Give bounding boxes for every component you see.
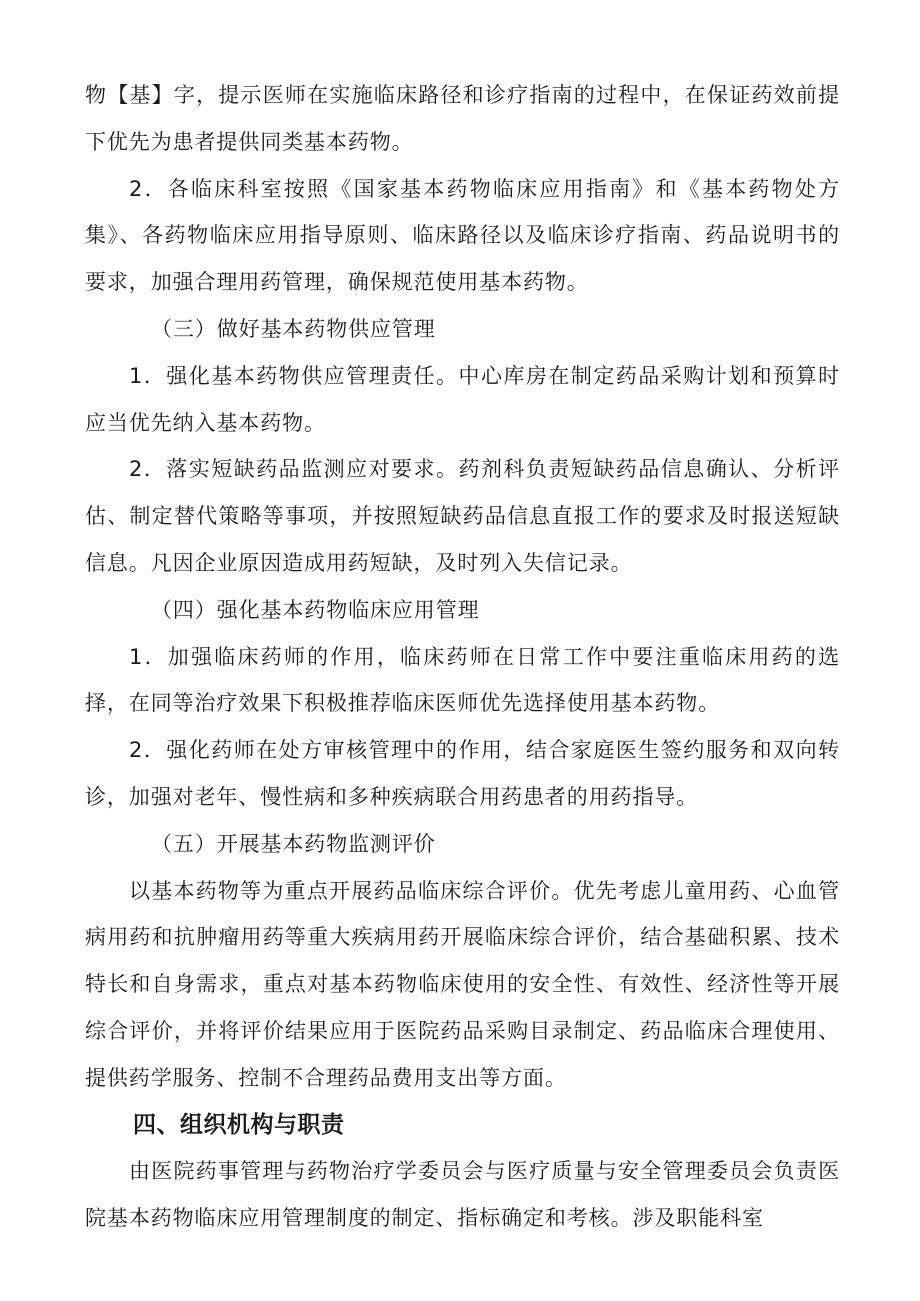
paragraph-item-2-prescription-review: 2．强化药师在处方审核管理中的作用，结合家庭医生签约服务和双向转诊，加强对老年、慢性病和多种疾病联合用药患者的用药指导。 <box>85 738 840 809</box>
paragraph-item-2-shortage: 2．落实短缺药品监测应对要求。药剂科负责短缺药品信息确认、分析评估、制定替代策略等事项，并按照短缺药品信息直报工作的要求及时报送短缺信息。凡因企业原因造成用药短缺，及时列入失信记录。 <box>85 457 840 575</box>
paragraph-item-1-clinical-pharmacist: 1．加强临床药师的作用，临床药师在日常工作中要注重临床用药的选择，在同等治疗效果下积极推荐临床医师优先选择使用基本药物。 <box>85 644 840 716</box>
subsection-heading-5: （五）开展基本药物监测评价 <box>151 831 436 856</box>
paragraph-continuation: 物【基】字，提示医师在实施临床路径和诊疗指南的过程中，在保证药效前提下优先为患者提供同类基本药物。 <box>85 83 840 154</box>
document-body <box>85 72 840 1242</box>
subsection-heading-4: （四）强化基本药物临床应用管理 <box>151 597 480 622</box>
paragraph-item-1-supply: 1．强化基本药物供应管理责任。中心库房在制定药品采购计划和预算时应当优先纳入基本药物。 <box>85 363 840 435</box>
section-heading-4: 四、组织机构与职责 <box>133 1111 345 1138</box>
subsection-heading-3: （三）做好基本药物供应管理 <box>151 316 436 341</box>
paragraph-evaluation: 以基本药物等为重点开展药品临床综合评价。优先考虑儿童用药、心血管病用药和抗肿瘤用药等重大疾病用药开展临床综合评价，结合基础积累、技术特长和自身需求，重点对基本药物临床使用的安全性、有效性、经济性等开展综合评价，并将评价结果应用于医院药品采购目录制定、药品临床合理使用、提供药学服务、控制不合理药品费用支出等方面。 <box>85 878 840 1090</box>
paragraph-organization: 由医院药事管理与药物治疗学委员会与医疗质量与安全管理委员会负责医院基本药物临床应用管理制度的制定、指标确定和考核。涉及职能科室 <box>85 1159 840 1231</box>
paragraph-item-2-prescribing: 2．各临床科室按照《国家基本药物临床应用指南》和《基本药物处方集》、各药物临床应用指导原则、临床路径以及临床诊疗指南、药品说明书的要求，加强合理用药管理，确保规范使用基本药物。 <box>85 176 840 295</box>
